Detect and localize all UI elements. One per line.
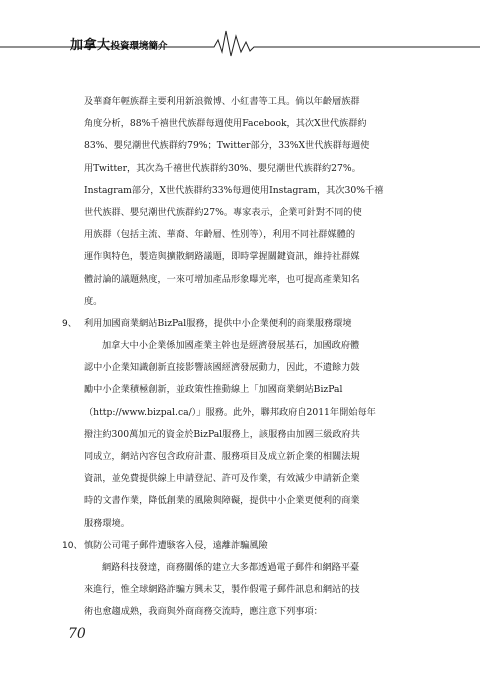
text-line: 資訊，並免費提供線上申請登記、許可及作業，有效減少申請新企業 [84, 473, 360, 485]
text-line: 網路科技發達，商務關係的建立大多都透過電子郵件和網路平臺 [102, 561, 360, 573]
text-line: 服務環境。 [84, 517, 130, 529]
text-line: 加拿大中小企業係加國產業主幹也是經濟發展基石，加國政府體 [102, 340, 360, 352]
text-line: 來進行，惟全球網路詐騙方興未艾，製作假電子郵件訊息和網站的技 [84, 584, 360, 596]
text-line: 同成立，網站內容包含政府計畫、服務項目及成立新企業的相關法規 [84, 451, 360, 462]
text-line: Instagram部分，X世代族群約33%每週使用Instagram，其次30%千禧 [84, 184, 384, 196]
text-line: 用Twitter，其次為千禧世代族群約30%、嬰兒潮世代族群約27%。 [84, 162, 361, 174]
page-number: 70 [68, 626, 86, 642]
text-line: 認中小企業知識創新直接影響該國經濟發展動力，因此，不遺餘力鼓 [84, 362, 360, 374]
text-line: 運作與特色，製造與擴散網路議題，即時掌握關鍵資訊，維持社群媒 [84, 251, 360, 263]
item-9-number: 9、 [62, 318, 77, 329]
text-line: 度。 [84, 295, 103, 307]
header-title-sub: 投資環境簡介 [110, 41, 168, 52]
item-10-heading-text: 慎防公司電子郵件遭駭客入侵，遠離詐騙風險 [84, 539, 268, 551]
text-line: 83%、嬰兒潮世代族群約79%；Twitter部分，33%X世代族群每週使 [84, 140, 370, 152]
item-10-heading [62, 535, 409, 557]
text-line: 用族群（包括主流、華裔、年齡層、性別等），利用不同社群媒體的 [84, 229, 356, 241]
text-line: 撥注約300萬加元的資金於BizPal服務上，該服務由加國三級政府共 [84, 428, 360, 440]
item-10-number: 10、 [62, 540, 83, 551]
text-line: （http://www.bizpal.ca/）」服務。此外，聯邦政府自2011年開始每年 [84, 406, 376, 418]
header-title-main: 加拿大 [70, 38, 111, 53]
page-header [0, 0, 480, 60]
text-line: 勵中小企業積極創新，並政策性推動線上「加國商業網站BizPal [84, 384, 343, 396]
text-line: 角度分析，88%千禧世代族群每週使用Facebook，其次X世代族群約 [84, 118, 367, 130]
header-title [70, 34, 168, 53]
text-line: 術也愈趨成熟，我商與外商商務交流時，應注意下列事項： [84, 606, 323, 618]
text-line: 體討論的議題熱度，一來可增加產品形象曝光率，也可提高產業知名 [84, 273, 360, 285]
item-9-heading [62, 313, 409, 335]
text-line: 世代族群、嬰兒潮世代族群約27%。專家表示，企業可針對不同的使 [84, 206, 362, 218]
item-9-heading-text: 利用加國商業網站BizPal服務，提供中小企業便利的商業服務環境 [84, 317, 352, 329]
page-body [62, 91, 409, 624]
text-line: 及華裔年輕族群主要利用新浪微博、小紅書等工具。倘以年齡層族群 [84, 96, 360, 107]
text-line: 時的文書作業，降低創業的風險與障礙，提供中小企業更便利的商業 [84, 495, 360, 507]
